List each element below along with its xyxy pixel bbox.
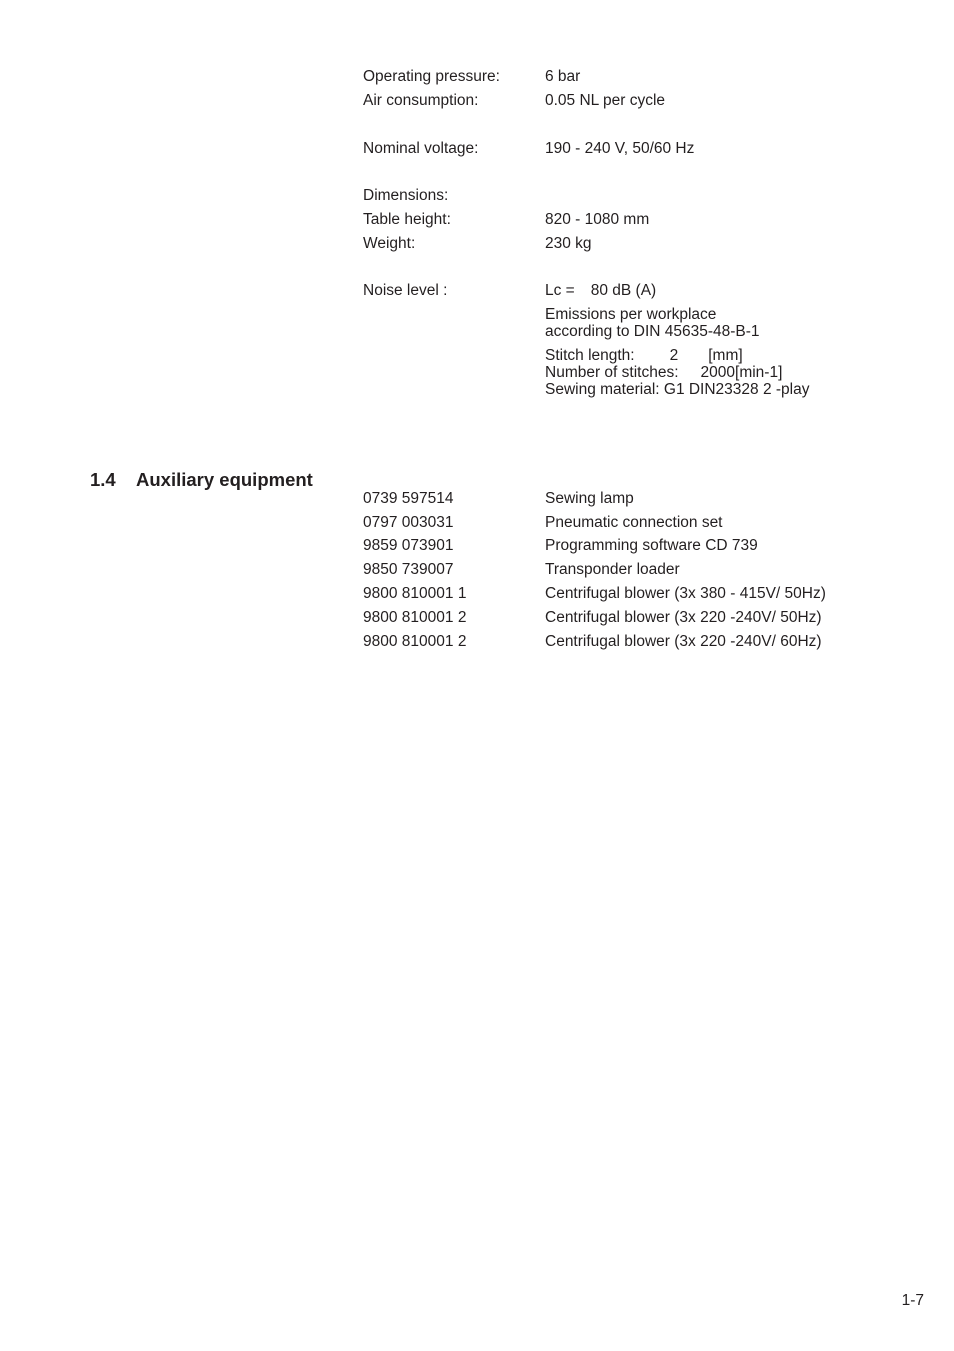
- spec-label: Table height:: [363, 211, 451, 228]
- noise-test-conditions: [545, 347, 810, 398]
- stitches-line: [545, 364, 810, 381]
- noise-prefix: Lc =: [545, 282, 575, 299]
- equipment-part-number: 9859 073901: [363, 537, 454, 554]
- section-number: 1.4: [90, 469, 116, 490]
- stitches-label: Number of stitches:: [545, 364, 679, 381]
- equipment-part-number: 9800 810001 2: [363, 633, 467, 650]
- emissions-line: Emissions per workplace: [545, 306, 717, 323]
- spec-value: 820 - 1080 mm: [545, 211, 650, 228]
- equipment-part-number: 9800 810001 1: [363, 585, 467, 602]
- equipment-part-number: 9850 739007: [363, 561, 454, 578]
- spec-label: Dimensions:: [363, 187, 449, 204]
- equipment-description: Transponder loader: [545, 561, 680, 578]
- spec-value: 6 bar: [545, 68, 581, 85]
- spec-value: 230 kg: [545, 235, 592, 252]
- stitch-length-value: 2: [669, 347, 679, 364]
- equipment-description: Centrifugal blower (3x 220 -240V/ 50Hz): [545, 609, 822, 626]
- spec-label: Nominal voltage:: [363, 140, 479, 157]
- section-title: Auxiliary equipment: [136, 469, 313, 490]
- spec-value: [545, 282, 656, 299]
- noise-value: 80 dB (A): [590, 282, 657, 299]
- equipment-description: Programming software CD 739: [545, 537, 758, 554]
- stitch-length-line: [545, 347, 810, 364]
- stitch-length-unit: [mm]: [708, 347, 743, 364]
- spec-label: Noise level :: [363, 282, 448, 299]
- stitch-length-label: Stitch length:: [545, 347, 635, 364]
- spec-value: 0.05 NL per cycle: [545, 92, 666, 109]
- equipment-description: Sewing lamp: [545, 490, 634, 507]
- equipment-part-number: 0739 597514: [363, 490, 454, 507]
- equipment-part-number: 9800 810001 2: [363, 609, 467, 626]
- spec-label: Operating pressure:: [363, 68, 500, 85]
- noise-emissions-note: [545, 306, 760, 340]
- spec-label: Air consumption:: [363, 92, 479, 109]
- equipment-description: Centrifugal blower (3x 220 -240V/ 60Hz): [545, 633, 822, 650]
- sewing-material-line: Sewing material: G1 DIN23328 2 -play: [545, 381, 810, 398]
- spec-label: Weight:: [363, 235, 416, 252]
- equipment-description: Pneumatic connection set: [545, 514, 723, 531]
- page-number: 1-7: [901, 1292, 924, 1309]
- equipment-part-number: 0797 003031: [363, 514, 454, 531]
- emissions-line: according to DIN 45635-48-B-1: [545, 323, 760, 340]
- spec-value: 190 - 240 V, 50/60 Hz: [545, 140, 695, 157]
- section-heading: [90, 469, 313, 491]
- stitches-value: 2000[min-1]: [700, 364, 783, 381]
- equipment-description: Centrifugal blower (3x 380 - 415V/ 50Hz): [545, 585, 826, 602]
